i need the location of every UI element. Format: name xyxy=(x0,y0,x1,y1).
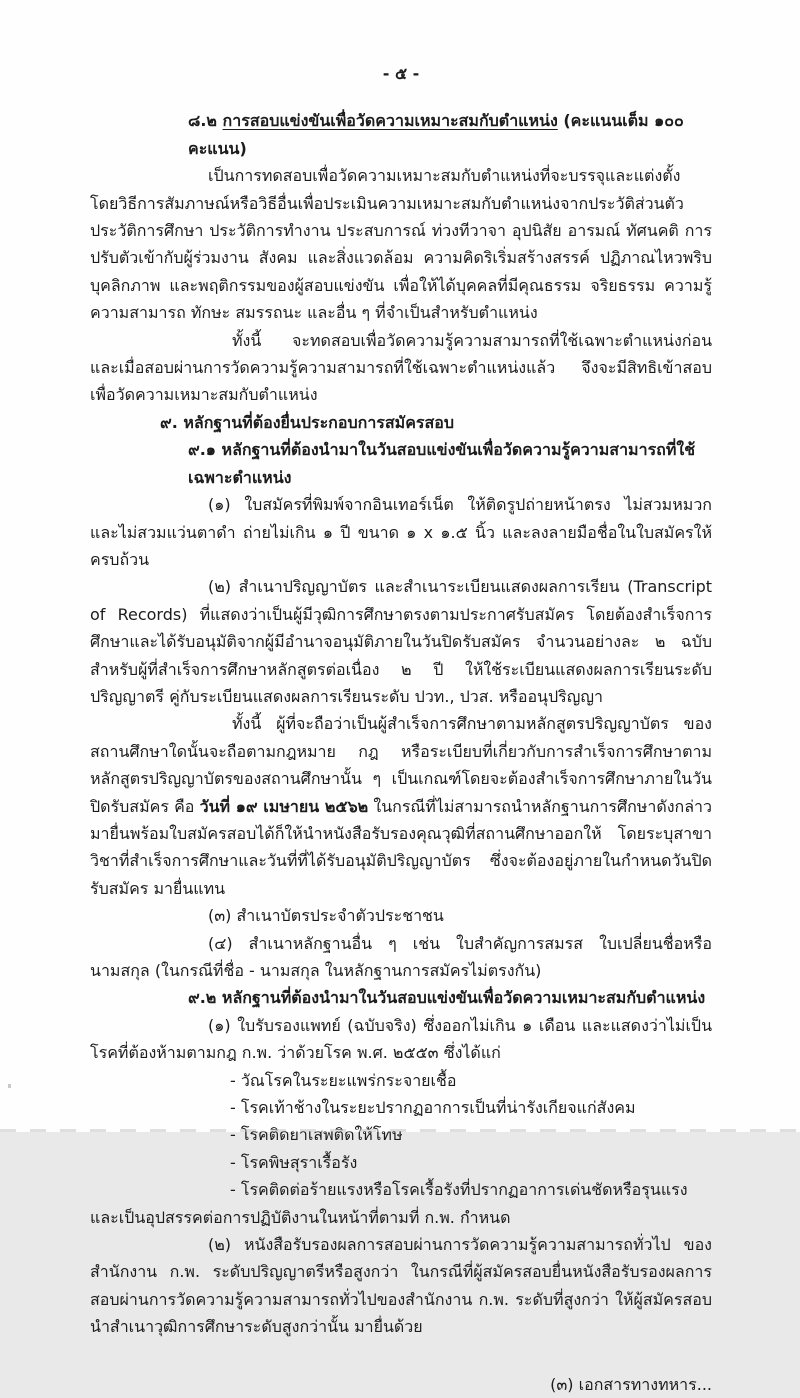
clause-9-1-4: (๔) สำเนาหลักฐานอื่น ๆ เช่น ใบสำคัญการสมรส ใบเปลี่ยนชื่อหรือนามสกุล (ในกรณีที่ชื่อ - นามสกุล ในหลักฐานการสมัครไม่ตรงกัน) xyxy=(90,933,712,980)
clause-9-1-2: (๒) สำเนาปริญญาบัตร และสำเนาระเบียนแสดงผลการเรียน (Transcript of Records) ที่แสดงว่าเป็นผู้มีวุฒิการศึกษาตรงตามประกาศรับสมัคร โดยต้องสำเร็จการศึกษาและได้รับอนุมัติจากผู้มีอำนาจอนุมัติภายในวันปิดรับสมัคร จำนวนอย่างละ ๒ ฉบับ สำหรับผู้ที่สำเร็จการศึกษาหลักสูตรต่อเนื่อง ๒ ปี ให้ใช้ระเบียนแสดงผลการเรียนระดับปริญญาตรี คู่กับระเบียนแสดงผลการเรียนระดับ ปวท., ปวส. หรืออนุปริญญา xyxy=(90,577,712,706)
section-8-2-score: (คะแนนเต็ม ๑๐๐ คะแนน) xyxy=(188,111,684,158)
disease-item: - วัณโรคในระยะแพร่กระจายเชื้อ xyxy=(230,1070,457,1090)
page-number: - ๕ - xyxy=(382,64,420,83)
paragraph-test-description: เป็นการทดสอบเพื่อวัดความเหมาะสมกับตำแหน่งที่จะบรรจุและแต่งตั้ง โดยวิธีการสัมภาษณ์หรือวิธีอื่นเพื่อประเมินความเหมาะสมกับตำแหน่งจากประวัติส่วนตัว ประวัติการศึกษา ประวัติการทำงาน ประสบการณ์ ท่วงทีวาจา อุปนิสัย อารมณ์ ทัศนคติ การปรับตัวเข้ากับผู้ร่วมงาน สังคม และสิ่งแวดล้อม ความคิดริเริ่มสร้างสรรค์ ปฏิภาณไหวพริบ บุคลิกภาพ และพฤติกรรมของผู้สอบแข่งขัน เพื่อให้ได้บุคคลที่มีคุณธรรม จริยธรรม ความรู้ ความสามารถ ทักษะ สมรรถนะ และอื่น ๆ ที่จำเป็นสำหรับตำแหน่ง xyxy=(90,166,712,323)
document-content xyxy=(90,60,712,1398)
closing-date: วันที่ ๑๙ เมษายน ๒๕๖๒ xyxy=(199,796,369,816)
disease-item: - โรคติดยาเสพติดให้โทษ xyxy=(230,1125,403,1145)
disease-item: - โรคพิษสุราเรื้อรัง xyxy=(230,1152,358,1172)
section-8-2-number: ๘.๒ xyxy=(188,111,223,131)
clause-9-1-3: (๓) สำเนาบัตรประจำตัวประชาชน xyxy=(208,906,444,926)
clause-9-2-2: (๒) หนังสือรับรองผลการสอบผ่านการวัดความรู้ความสามารถทั่วไป ของสำนักงาน ก.พ. ระดับปริญญาตรีหรือสูงกว่า ในกรณีที่ผู้สมัครสอบยื่นหนังสือรับรองผลการสอบผ่านการวัดความรู้ความสามารถทั่วไปของสำนักงาน ก.พ. ระดับที่สูงกว่า ให้ผู้สมัครสอบนำสำเนาวุฒิการศึกษาระดับสูงกว่านั้น มายื่นด้วย xyxy=(90,1235,712,1337)
section-8-2-heading xyxy=(188,107,712,162)
graduation-rule-before: ทั้งนี้ ผู้ที่จะถือว่าเป็นผู้สำเร็จการศึกษาตามหลักสูตรปริญญาบัตร ของสถานศึกษาใดนั้นจะถือตามกฎหมาย กฎ หรือระเบียบที่เกี่ยวกับการสำเร็จการศึกษาตามหลักสูตรปริญญาบัตรของสถานศึกษานั้น ๆ เป็นเกณฑ์โดยจะต้องสำเร็จการศึกษาภายในวันปิดรับสมัคร คือ xyxy=(90,714,712,816)
clause-9-1-1: (๑) ใบสมัครที่พิมพ์จากอินเทอร์เน็ต ให้ติดรูปถ่ายหน้าตรง ไม่สวมหมวก และไม่สวมแว่นตาดำ ถ่ายไม่เกิน ๑ ปี ขนาด ๑ x ๑.๕ นิ้ว และลงลายมือชื่อในใบสมัครให้ครบถ้วน xyxy=(90,495,712,569)
scan-bottom-edge xyxy=(0,1129,800,1132)
disease-item: - โรคเท้าช้างในระยะปรากฏอาการเป็นที่น่ารังเกียจแก่สังคม xyxy=(230,1098,636,1118)
section-9-1-heading: ๙.๑ หลักฐานที่ต้องนำมาในวันสอบแข่งขันเพื่อวัดความรู้ความสามารถที่ใช้เฉพาะตำแหน่ง xyxy=(188,440,696,487)
section-9-2-heading: ๙.๒ หลักฐานที่ต้องนำมาในวันสอบแข่งขันเพื่อวัดความเหมาะสมกับตำแหน่ง xyxy=(188,988,706,1008)
clause-9-2-1: (๑) ใบรับรองแพทย์ (ฉบับจริง) ซึ่งออกไม่เกิน ๑ เดือน และแสดงว่าไม่เป็นโรคที่ต้องห้ามตามกฎ ก.พ. ว่าด้วยโรค พ.ศ. ๒๕๕๓ ซึ่งได้แก่ xyxy=(90,1015,712,1063)
continuation-marker: (๓) เอกสารทางทหาร... xyxy=(550,1374,712,1394)
section-9-heading: ๙. หลักฐานที่ต้องยื่นประกอบการสมัครสอบ xyxy=(160,412,455,432)
graduation-rule-after: ในกรณีที่ไม่สามารถนำหลักฐานการศึกษาดังกล่าวมายื่นพร้อมใบสมัครสอบได้ก็ให้นำหนังสือรับรองคุณวุฒิที่สถานศึกษาออกให้ โดยระบุสาขาวิชาที่สำเร็จการศึกษาและวันที่ที่ได้รับอนุมัติปริญญาบัตร ซึ่งจะต้องอยู่ภายในกำหนดวันปิดรับสมัคร มายื่นแทน xyxy=(90,796,712,898)
paragraph-graduation-rule xyxy=(90,710,712,902)
scan-speck xyxy=(8,1084,11,1088)
section-8-2-title: การสอบแข่งขันเพื่อวัดความเหมาะสมกับตำแหน่ง xyxy=(222,111,558,131)
paragraph-test-order: ทั้งนี้ จะทดสอบเพื่อวัดความรู้ความสามารถที่ใช้เฉพาะตำแหน่งก่อน และเมื่อสอบผ่านการวัดความรู้ความสามารถที่ใช้เฉพาะตำแหน่งแล้ว จึงจะมีสิทธิเข้าสอบเพื่อวัดความเหมาะสมกับตำแหน่ง xyxy=(90,330,712,405)
disease-item: - โรคติดต่อร้ายแรงหรือโรคเรื้อรังที่ปรากฏอาการเด่นชัดหรือรุนแรงและเป็นอุปสรรคต่อการปฏิบัติงานในหน้าที่ตามที่ ก.พ. กำหนด xyxy=(90,1180,688,1227)
